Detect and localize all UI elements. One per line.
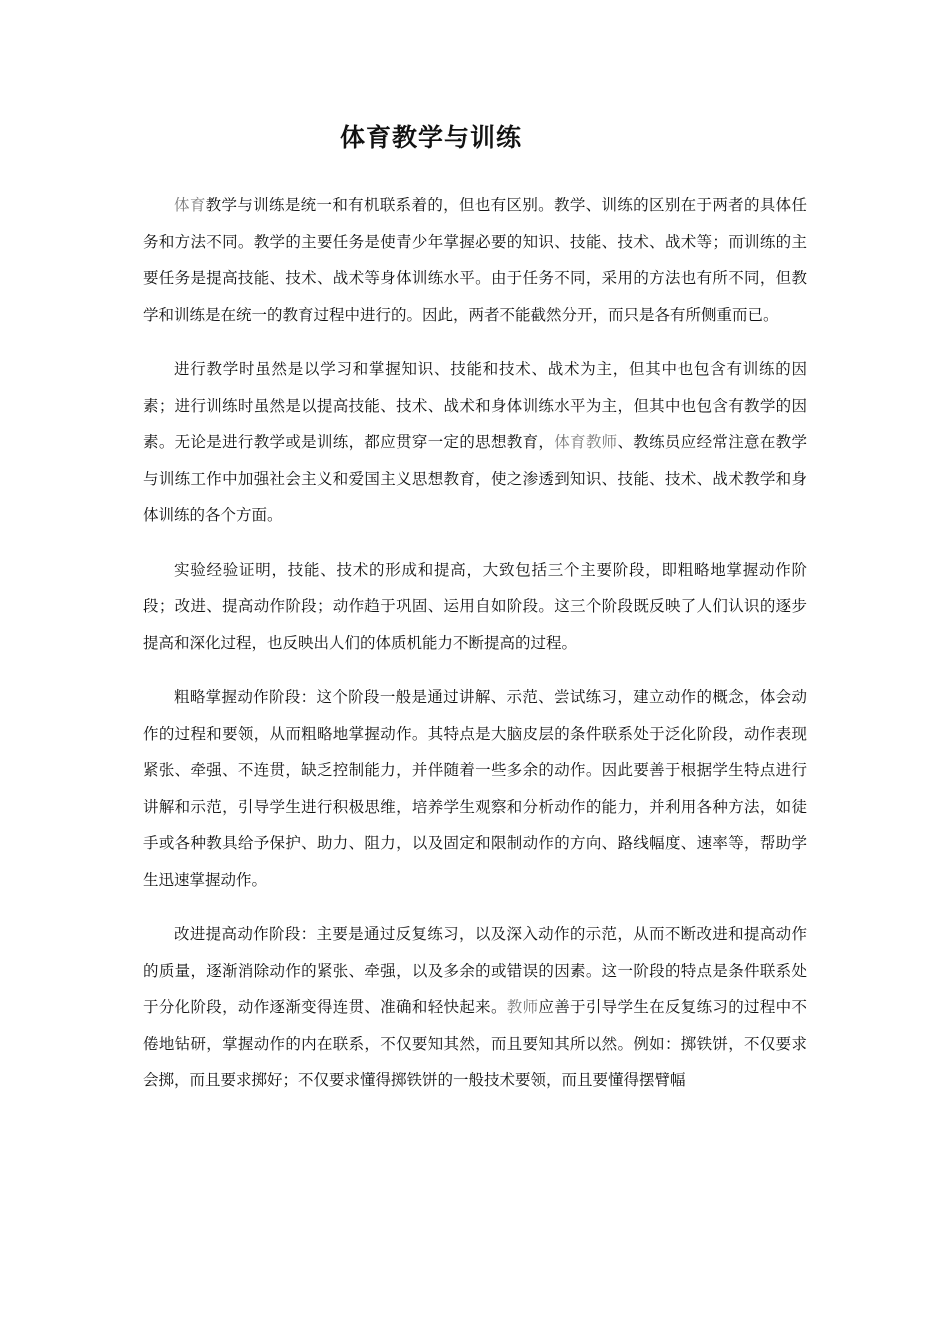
document-body: [143, 187, 807, 1117]
link-jiaoshi[interactable]: 教师: [506, 998, 539, 1016]
paragraph-3: [143, 552, 807, 662]
paragraph-5: [143, 916, 807, 1099]
paragraph-text: 教学与训练是统一和有机联系着的，但也有区别。教学、训练的区别在于两者的具体任务和方法不同。教学的主要任务是使青少年掌握必要的知识、技能、技术、战术等；而训练的主要任务是提高技能、技术、战术等身体训练水平。由于任务不同，采用的方法也有所不同，但教学和训练是在统一的教育过程中进行的。因此，两者不能截然分开，而只是各有所侧重而已。: [143, 196, 807, 324]
paragraph-2: [143, 351, 807, 534]
paragraph-4: [143, 679, 807, 898]
paragraph-text: 应善于引导学生在反复练习的过程中不倦地钻研，掌握动作的内在联系，不仅要知其然，而且要知其所以然。例如：掷铁饼，不仅要求会掷，而且要求掷好；不仅要求懂得掷铁饼的一般技术要领，而且要懂得摆臂幅: [143, 998, 807, 1089]
link-tiyu-jiaoshi[interactable]: 体育教师: [554, 433, 618, 451]
paragraph-text: 实验经验证明，技能、技术的形成和提高，大致包括三个主要阶段，即粗略地掌握动作阶段；改进、提高动作阶段；动作趋于巩固、运用自如阶段。这三个阶段既反映了人们认识的逐步提高和深化过程，也反映出人们的体质机能力不断提高的过程。: [143, 560, 807, 652]
paragraph-1: [143, 187, 807, 333]
paragraph-text: 改进提高动作阶段：主要是通过反复练习，以及深入动作的示范，从而不断改进和提高动作的质量，逐渐消除动作的紧张、牵强，以及多余的或错误的因素。这一阶段的特点是条件联系处于分化阶段，动作逐渐变得连贯、准确和轻快起来。: [143, 925, 807, 1016]
paragraph-text: 粗略掌握动作阶段：这个阶段一般是通过讲解、示范、尝试练习，建立动作的概念，体会动作的过程和要领，从而粗略地掌握动作。其特点是大脑皮层的条件联系处于泛化阶段，动作表现紧张、牵强、不连贯，缺乏控制能力，并伴随着一些多余的动作。因此要善于根据学生特点进行讲解和示范，引导学生进行积极思维，培养学生观察和分析动作的能力，并利用各种方法，如徒手或各种教具给予保护、助力、阻力，以及固定和限制动作的方向、路线幅度、速率等，帮助学生迅速掌握动作。: [143, 688, 807, 889]
document-title: 体育教学与训练: [339, 123, 522, 152]
paragraph-text: 、教练员应经常注意在教学与训练工作中加强社会主义和爱国主义思想教育，使之渗透到知识、技能、技术、战术教学和身体训练的各个方面。: [143, 433, 807, 524]
paragraph-text: 进行教学时虽然是以学习和掌握知识、技能和技术、战术为主，但其中也包含有训练的因素；进行训练时虽然是以提高技能、技术、战术和身体训练水平为主，但其中也包含有教学的因素。无论是进行教学或是训练，都应贯穿一定的思想教育，: [143, 360, 807, 451]
link-tiyu[interactable]: 体育: [174, 196, 206, 214]
